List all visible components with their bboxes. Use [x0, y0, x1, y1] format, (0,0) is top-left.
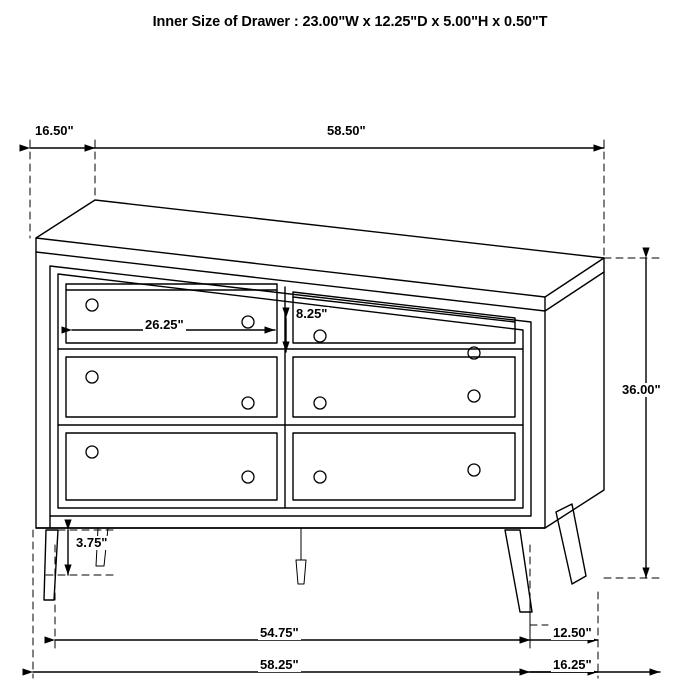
dim-label-drawer-narrow: 8.25"	[296, 306, 328, 321]
dim-label-depth-top: 16.50"	[35, 123, 74, 138]
dim-label-base-outer-width: 58.25"	[260, 657, 299, 672]
page-title: Inner Size of Drawer : 23.00"W x 12.25"D x 5.00"H x 0.50"T	[152, 14, 548, 30]
dim-label-drawer-wide: 26.25"	[145, 317, 184, 332]
dim-label-height-right: 36.00"	[622, 382, 661, 397]
dim-label-base-depth-inner: 12.50"	[553, 625, 592, 640]
dim-label-width-top: 58.50"	[327, 123, 366, 138]
dim-label-base-inner-width: 54.75"	[260, 625, 299, 640]
dim-label-base-depth-outer: 16.25"	[553, 657, 592, 672]
dim-label-leg-height: 3.75"	[76, 535, 108, 550]
